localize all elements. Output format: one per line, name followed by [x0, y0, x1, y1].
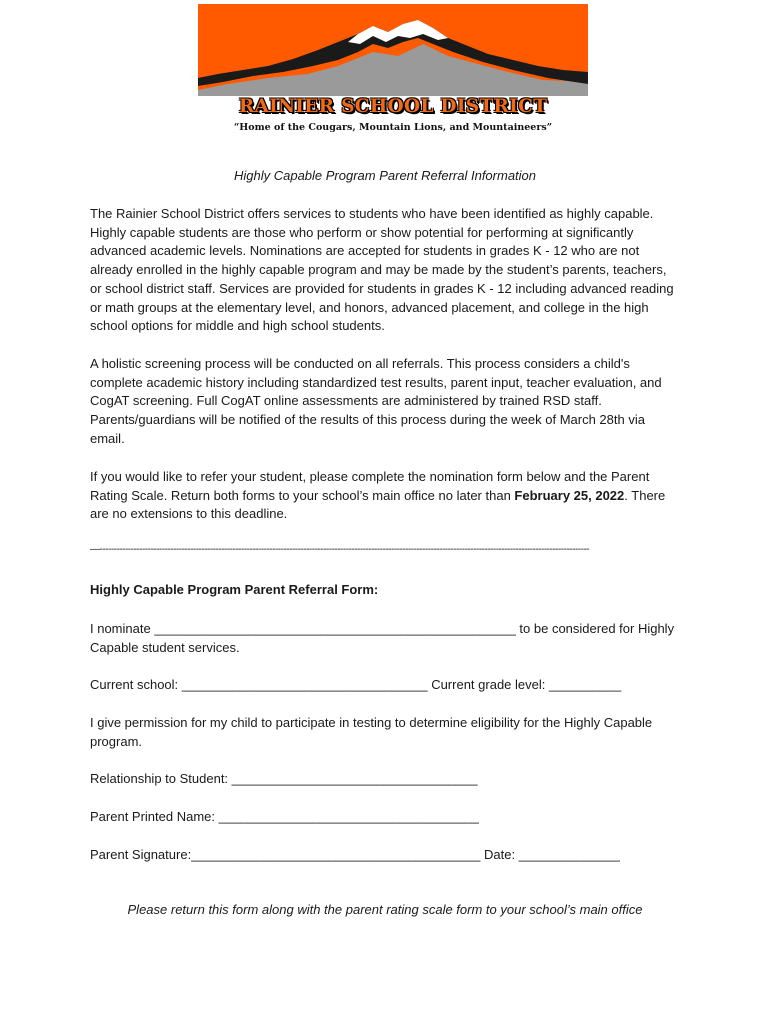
district-tagline: “Home of the Cougars, Mountain Lions, and Mountaineers” [233, 122, 553, 133]
permission-statement: I give permission for my child to participate in testing to determine eligibility for the Highly Capable program. [90, 715, 653, 749]
cut-line-divider: —----------------------------------------------------------------------------------------------------------------------------------------------------------------------------- [90, 544, 590, 555]
relationship-field: Relationship to Student: __________________________________ [90, 771, 478, 786]
form-heading: Highly Capable Program Parent Referral Form: [90, 582, 379, 597]
instructions-paragraph [90, 468, 680, 524]
screening-paragraph: A holistic screening process will be conducted on all referrals. This process considers a child's complete academic history including standardized test results, parent input, teacher evaluation, and CogAT screening. Full CogAT online assessments are administered by trained RSD staff. Parents/guardians will be notified of the results of this process during the week of March 28th via email. [90, 356, 662, 446]
district-name: RAINIER SCHOOL DISTRICT [238, 96, 548, 117]
signature-date-field: Parent Signature:________________________________________ Date: ______________ [90, 847, 620, 862]
deadline-date: February 25, 2022 [514, 487, 625, 503]
mountain-logo-graphic [198, 4, 588, 96]
intro-paragraph: The Rainier School District offers services to students who have been identified as highly capable. Highly capable students are those who perform or show potential for performing at significantly advanced academic levels. Nominations are accepted for students in grades K - 12 who are not already enrolled in the highly capable program and may be made by the student’s parents, teachers, or school district staff. Services are provided for students in grades K - 12 including advanced reading or math groups at the elementary level, and honors, advanced placement, and college in the high school options for middle and high school students. [90, 206, 674, 334]
printed-name-field: Parent Printed Name: ____________________________________ [90, 809, 479, 824]
nominate-field: I nominate __________________________________________________ to be considered for Highly Capable student services. [90, 621, 675, 655]
district-logo [198, 4, 588, 140]
instructions-text: If you would like to refer your student, please complete the nomination form below and the Parent Rating Scale. Return both forms to your school’s main office no later than [90, 469, 650, 503]
closing-note: Please return this form along with the parent rating scale form to your school’s main office [127, 902, 643, 917]
school-grade-field: Current school: __________________________________ Current grade level: __________ [90, 677, 622, 692]
instructions-text-end: . There are no extensions to this deadline. [90, 487, 666, 522]
document-title: Highly Capable Program Parent Referral Information [233, 168, 537, 183]
